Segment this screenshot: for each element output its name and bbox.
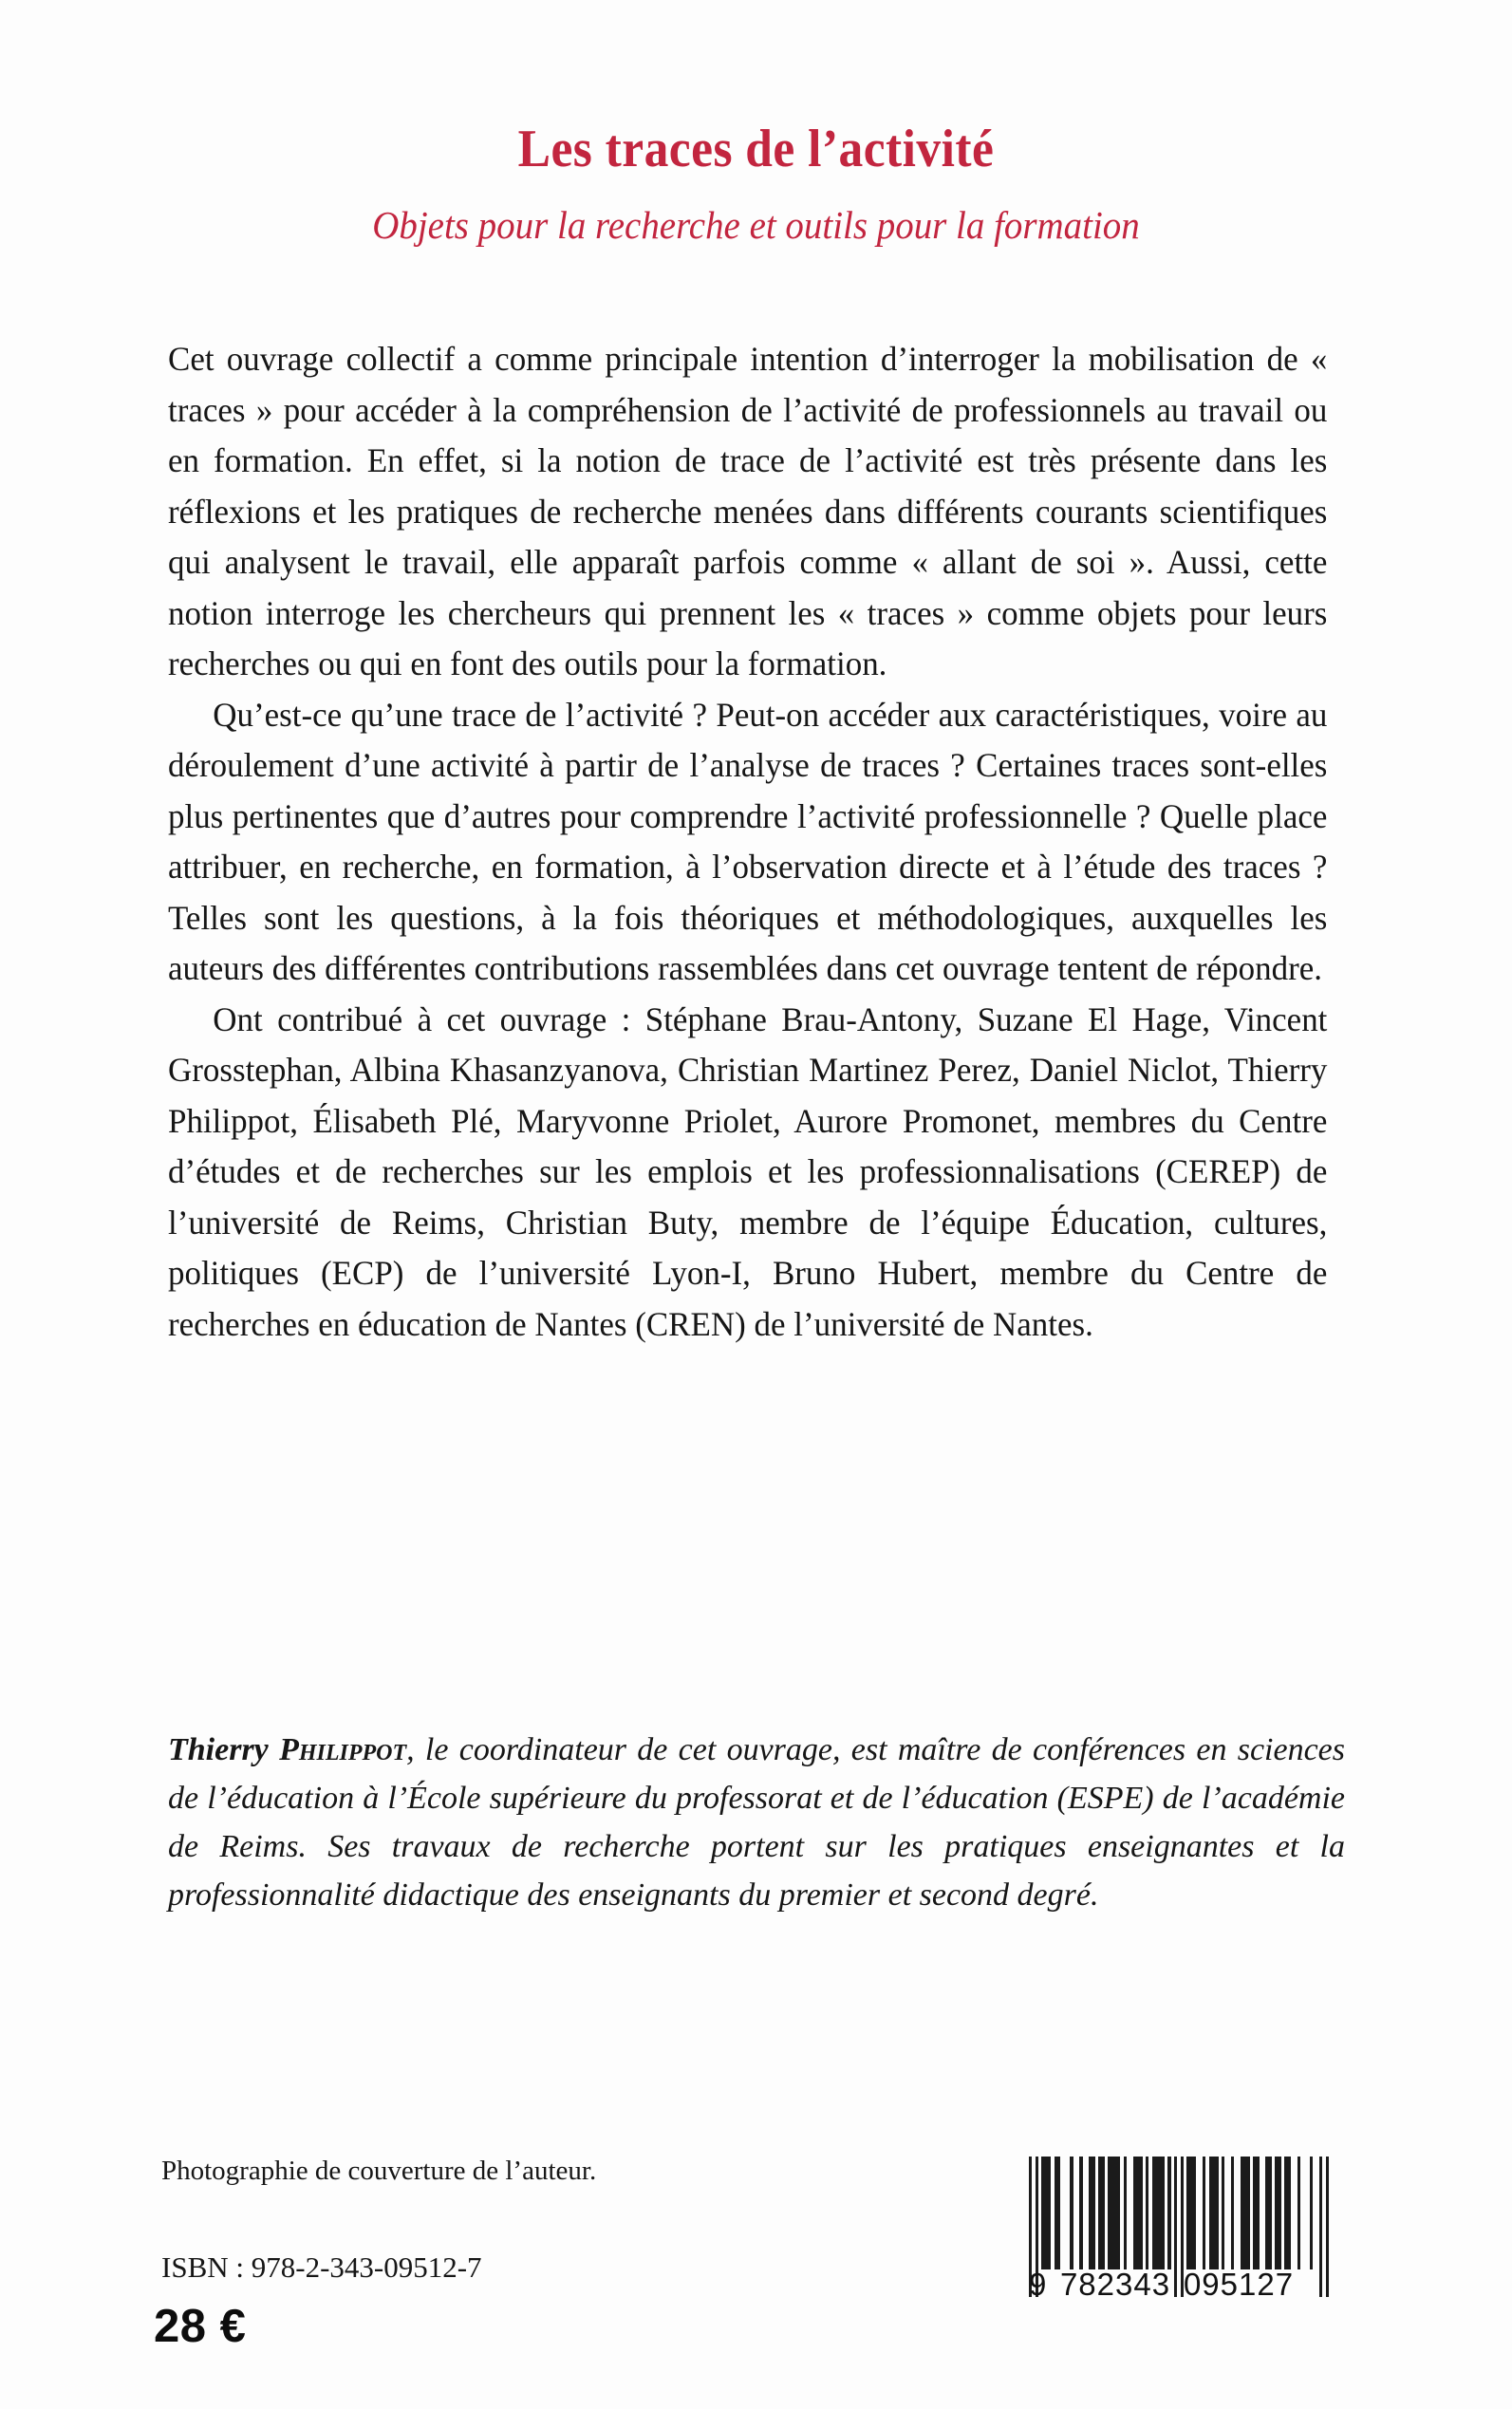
barcode-lead-digit: 9 — [1029, 2267, 1048, 2302]
page-subtitle: Objets pour la recherche et outils pour la formation — [372, 202, 1140, 247]
title-block — [0, 121, 1512, 247]
barcode-right-group: 095127 — [1183, 2267, 1295, 2302]
blurb-block — [168, 334, 1345, 1350]
ean13-barcode — [1029, 2157, 1329, 2346]
barcode-digits — [1029, 2267, 1329, 2303]
price-line: 28 € — [154, 2301, 247, 2352]
author-biography — [168, 1726, 1345, 1919]
blurb-paragraph-3: Ont contribué à cet ouvrage : Stéphane Brau-Antony, Suzane El Hage, Vincent Grosstephan, Albina Khasanzyanova, Christian Martinez Perez, Daniel Niclot, Thierry Philippot, Élisabeth Plé, Maryvonne Priolet, Aurore Promonet, membres du Centre d’études et de recherches sur les emplois et les professionnalisations (CEREP) de l’université de Reims, Christian Buty, membre de l’équipe Éducation, cultures, politiques (ECP) de l’université Lyon-I, Bruno Hubert, membre du Centre de recherches en éducation de Nantes (CREN) de l’université de Nantes. — [168, 999, 1328, 1343]
barcode-left-group: 782343 — [1059, 2267, 1171, 2302]
page-title: Les traces de l’activité — [517, 120, 995, 178]
blurb-paragraph-1: Cet ouvrage collectif a comme principale intention d’interroger la mobilisation de « traces » pour accéder à la compréhension de l’activité de professionnels au travail ou en formation. En effet, si la notion de trace de l’activité est très présente dans les réflexions et les pratiques de recherche menées dans différents courants scientifiques qui analysent le travail, elle apparaît parfois comme « allant de soi ». Aussi, cette notion interroge les chercheurs qui prennent les « traces » comme objets pour leurs recherches ou qui en font des outils pour la formation. — [168, 340, 1328, 682]
photo-credit: Photographie de couverture de l’auteur. — [161, 2156, 597, 2186]
blurb-paragraph-2: Qu’est-ce qu’une trace de l’activité ? Peut-on accéder aux caractéristiques, voire au déroulement d’une activité à partir de l’analyse de traces ? Certaines traces sont-elles plus pertinentes que d’autres pour comprendre l’activité professionnelle ? Quelle place attribuer, en recherche, en formation, à l’observation directe et à l’étude des traces ? Telles sont les questions, à la fois théoriques et méthodologiques, auxquelles les auteurs des différentes contributions rassemblées dans cet ouvrage tentent de répondre. — [168, 695, 1328, 987]
author-first-name: Thierry — [168, 1732, 280, 1767]
author-biography-text: , le coordinateur de cet ouvrage, est maître de conférences en sciences de l’éducation à l’École supérieure du professorat et de l’éducation (ESPE) de l’académie de Reims. Ses travaux de recherche portent sur les pratiques enseignantes et la professionnalité didactique des enseignants du premier et second degré. — [168, 1732, 1345, 1913]
author-last-name: Philippot — [279, 1732, 407, 1767]
isbn-line: ISBN : 978-2-343-09512-7 — [161, 2250, 482, 2284]
footer-block — [154, 2153, 940, 2353]
